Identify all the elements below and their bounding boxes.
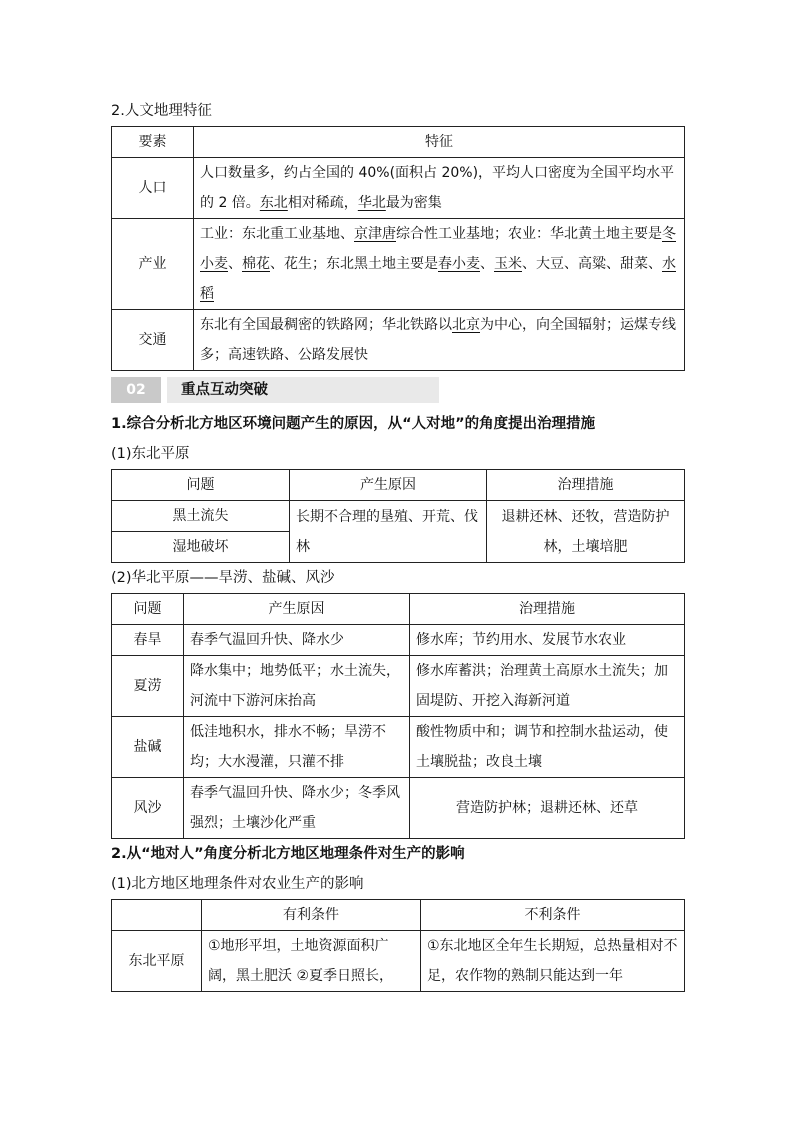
header-favorable: 有利条件 (202, 900, 421, 931)
table-row (112, 219, 685, 310)
northeast-plain-heading: (1)东北平原 (111, 446, 190, 462)
region-cell: 东北平原 (112, 931, 202, 992)
header-cause: 产生原因 (290, 470, 487, 501)
cause-cell: 春季气温回升快、降水少 (184, 625, 410, 656)
table-row (112, 778, 685, 839)
problem-cell: 春旱 (112, 625, 184, 656)
row-label: 交通 (112, 310, 194, 371)
measure-cell: 修水库蓄洪；治理黄土高原水土流失；加固堤防、开挖入海新河道 (410, 656, 685, 717)
section-banner (111, 375, 685, 405)
text-segment: 、 (480, 256, 494, 272)
header-problem: 问题 (112, 470, 290, 501)
text-segment: 东北有全国最稠密的铁路网；华北铁路以 (200, 317, 452, 333)
cause-cell: 降水集中；地势低平；水土流失，河流中下游河床抬高 (184, 656, 410, 717)
question-2-heading: 2.从“地对人”角度分析北方地区地理条件对生产的影响 (111, 846, 465, 862)
header-feature: 特征 (194, 127, 685, 158)
header-measure: 治理措施 (410, 594, 685, 625)
underlined-answer: 水稻 (200, 256, 676, 302)
text-segment: 工业：东北重工业基地、 (200, 226, 354, 242)
table-row (112, 625, 685, 656)
underlined-answer: 棉花 (242, 256, 270, 272)
measure-cell: 退耕还林、还牧，营造防护林，土壤培肥 (487, 501, 685, 563)
header-problem: 问题 (112, 594, 184, 625)
text-segment: 、花生；东北黑土地主要是 (270, 256, 438, 272)
text-segment: 、 (228, 256, 242, 272)
table-row (112, 158, 685, 219)
measure-cell: 酸性物质中和；调节和控制水盐运动，使土壤脱盐；改良土壤 (410, 717, 685, 778)
problem-cell: 盐碱 (112, 717, 184, 778)
agriculture-conditions-table (111, 899, 685, 992)
cause-cell: 长期不合理的垦殖、开荒、伐林 (290, 501, 487, 563)
north-china-plain-heading: (2)华北平原——旱涝、盐碱、风沙 (111, 570, 335, 586)
section-number-badge: 02 (111, 377, 161, 403)
table-header-row (112, 470, 685, 501)
underlined-answer: 冬小麦 (200, 226, 676, 272)
underlined-answer: 玉米 (494, 256, 522, 272)
header-blank (112, 900, 202, 931)
problem-cell: 风沙 (112, 778, 184, 839)
table-row (112, 501, 685, 532)
table-row (112, 310, 685, 371)
text-segment: 、大豆、高粱、甜菜、 (522, 256, 662, 272)
underlined-answer: 东北 (259, 195, 288, 211)
text-segment: 最为密集 (385, 195, 442, 211)
header-unfavorable: 不利条件 (421, 900, 685, 931)
agriculture-impact-heading: (1)北方地区地理条件对农业生产的影响 (111, 876, 364, 892)
problem-cell: 黑土流失 (112, 501, 290, 532)
table-row (112, 931, 685, 992)
row-label: 产业 (112, 219, 194, 310)
header-measure: 治理措施 (487, 470, 685, 501)
section-title: 重点互动突破 (167, 377, 439, 403)
text-segment: 为中心，向全国辐射；运煤专线多；高速铁路、公路发展快 (200, 317, 676, 363)
row-content (194, 219, 685, 310)
northeast-plain-table (111, 469, 685, 563)
north-china-plain-table (111, 593, 685, 839)
document-page (111, 96, 685, 992)
header-cause: 产生原因 (184, 594, 410, 625)
underlined-answer: 华北 (357, 195, 386, 211)
section-heading-human-geography: 2.人文地理特征 (111, 103, 212, 119)
question-1-heading: 1.综合分析北方地区环境问题产生的原因，从“人对地”的角度提出治理措施 (111, 416, 596, 432)
underlined-answer: 春小麦 (438, 256, 480, 272)
text-segment: 综合性工业基地；农业：华北黄土地主要是 (396, 226, 662, 242)
table-header-row (112, 127, 685, 158)
text-segment: 人口数量多，约占全国的 40%(面积占 20%)，平均人口密度为全国平均水平的 2 倍。 (200, 165, 675, 211)
underlined-answer: 北京 (452, 317, 480, 333)
text-segment: 相对稀疏， (287, 195, 358, 211)
measure-cell: 营造防护林；退耕还林、还草 (410, 778, 685, 839)
unfavorable-cell: ①东北地区全年生长期短，总热量相对不足，农作物的熟制只能达到一年 (421, 931, 685, 992)
problem-cell: 湿地破坏 (112, 532, 290, 563)
table-header-row (112, 900, 685, 931)
table-row (112, 656, 685, 717)
table-row (112, 717, 685, 778)
human-geography-table (111, 126, 685, 371)
row-label: 人口 (112, 158, 194, 219)
cause-cell: 低洼地积水，排水不畅；旱涝不均；大水漫灌，只灌不排 (184, 717, 410, 778)
cause-cell: 春季气温回升快、降水少；冬季风强烈；土壤沙化严重 (184, 778, 410, 839)
measure-cell: 修水库；节约用水、发展节水农业 (410, 625, 685, 656)
table-header-row (112, 594, 685, 625)
row-content (194, 158, 685, 219)
row-content (194, 310, 685, 371)
favorable-cell: ①地形平坦，土地资源面积广阔，黑土肥沃 ②夏季日照长， (202, 931, 421, 992)
problem-cell: 夏涝 (112, 656, 184, 717)
underlined-answer: 京津唐 (354, 226, 396, 242)
header-element: 要素 (112, 127, 194, 158)
